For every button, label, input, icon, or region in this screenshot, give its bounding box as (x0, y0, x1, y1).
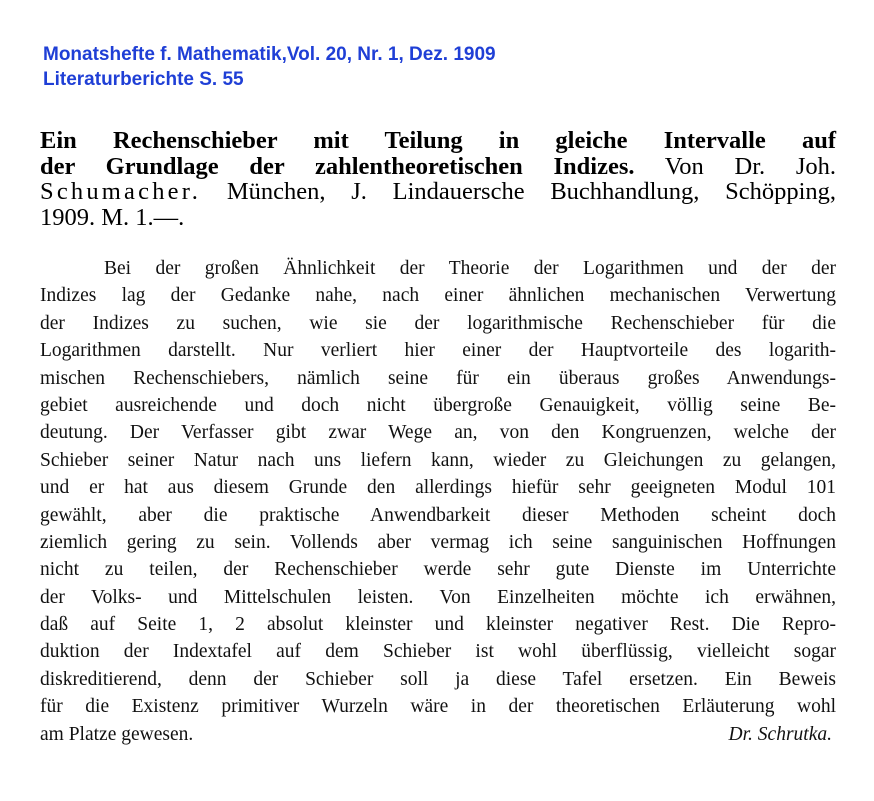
body-line: der Volks- und Mittelschulen leisten. Von Einzelheiten möchte ich erwähnen, (40, 586, 836, 608)
citation-line-section: Literaturberichte S. 55 (43, 69, 244, 90)
title-line: der Grundlage der zahlentheoretischen Indizes. Von Dr. Joh. (40, 152, 837, 180)
title-line: 1909. M. 1.—. (40, 203, 185, 231)
body-line: daß auf Seite 1, 2 absolut kleinster und kleinster negativer Rest. Die Repro- (40, 614, 836, 636)
review-title (40, 128, 836, 230)
title-line: Schumacher. München, J. Lindauersche Buchhandlung, Schöpping, (40, 178, 837, 205)
body-line: Logarithmen darstellt. Nur verliert hier einer der Hauptvorteile des logarith- (40, 340, 836, 362)
body-line: diskreditierend, denn der Schieber soll ja diese Tafel ersetzen. Ein Beweis (40, 668, 836, 690)
body-line: gebiet ausreichende und doch nicht übergroße Genauigkeit, völlig seine Be- (40, 394, 836, 416)
body-line: mischen Rechenschiebers, nämlich seine für ein überaus großes Anwendungs- (40, 367, 836, 389)
body-line: gewählt, aber die praktische Anwendbarkeit dieser Methoden scheint doch (40, 504, 836, 526)
citation-header (43, 42, 496, 92)
author-name: Schumacher. (40, 178, 202, 205)
body-line-last: am Platze gewesen. Dr. Schrutka. (40, 721, 836, 748)
body-line: Schieber seiner Natur nach uns liefern kann, wieder zu Gleichungen zu gelangen, (40, 449, 836, 471)
title-line: Ein Rechenschieber mit Teilung in gleiche Intervalle auf (40, 127, 836, 154)
citation-line-journal: Monatshefte f. Mathematik,Vol. 20, Nr. 1, Dez. 1909 (43, 44, 496, 65)
body-line: nicht zu teilen, der Rechenschieber werde sehr gute Dienste im Unterrichte (40, 559, 836, 581)
review-body (40, 255, 836, 748)
body-line: ziemlich gering zu sein. Vollends aber vermag ich seine sanguinischen Hoffnungen (40, 531, 836, 553)
body-line: deutung. Der Verfasser gibt zwar Wege an, von den Kongruenzen, welche der (40, 422, 836, 444)
body-line: für die Existenz primitiver Wurzeln wäre in der theoretischen Erläuterung wohl (40, 696, 836, 718)
body-line: Bei der großen Ähnlichkeit der Theorie der Logarithmen und der der (104, 258, 836, 279)
body-line: duktion der Indextafel auf dem Schieber ist wohl überflüssig, vielleicht sogar (40, 641, 836, 663)
body-line: Indizes lag der Gedanke nahe, nach einer ähnlichen mechanischen Verwertung (40, 285, 836, 307)
reviewer-signature: Dr. Schrutka. (728, 723, 832, 745)
body-line: der Indizes zu suchen, wie sie der logarithmische Rechenschieber für die (40, 312, 836, 334)
body-line: und er hat aus diesem Grunde den allerdings hiefür sehr geeigneten Modul 101 (40, 477, 836, 499)
